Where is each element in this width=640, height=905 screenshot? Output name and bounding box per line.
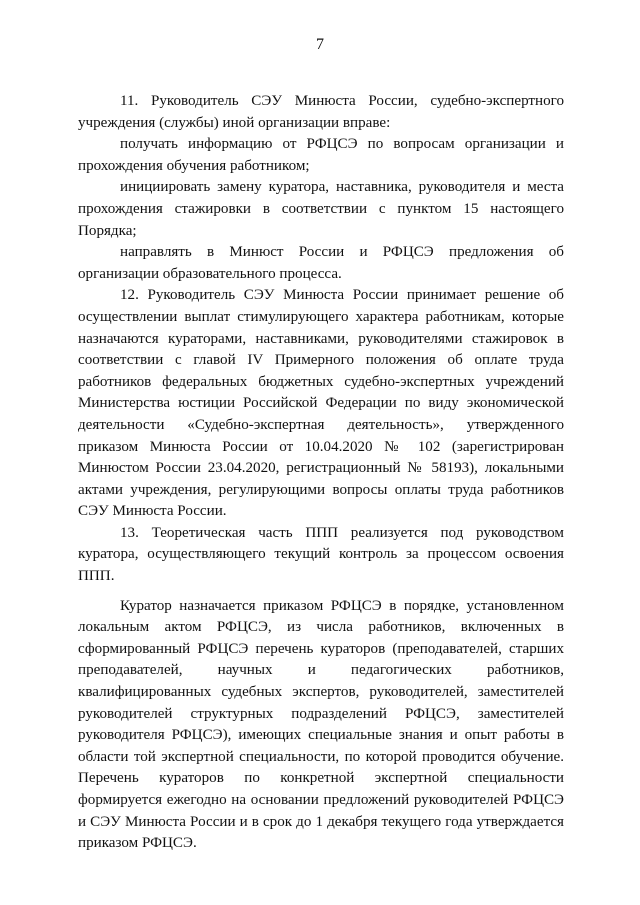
paragraph-11: 11. Руководитель СЭУ Минюста России, судебно-экспертного учреждения (службы) иной организации вправе: [78, 93, 564, 131]
paragraph-12: 12. Руководитель СЭУ Минюста России принимает решение об осуществлении выплат стимулирующего характера работникам, которые назначаются кураторами, наставниками, руководителями стажировок в соответствии с главой IV Примерного положения об оплате труда работников федеральных бюджетных судебно-экспертных учреждений Министерства юстиции Российской Федерации по виду экономической деятельности «Судебно-экспертная деятельность», утвержденного приказом Минюста России от 10.04.2020 № 102 (зарегистрирован Минюстом России 23.04.2020, регистрационный № 58193), локальными актами учреждения, регулирующими вопросы оплаты труда работников СЭУ Минюста России. [78, 287, 564, 520]
paragraph-11-item-2: инициировать замену куратора, наставника, руководителя и места прохождения стажировки в соответствии с пунктом 15 настоящего Порядка; [78, 179, 564, 239]
paragraph-spacer [78, 588, 564, 596]
page-number: 7 [316, 36, 324, 53]
document-body [78, 91, 564, 855]
paragraph-11-item-3: направлять в Минюст России и РФЦСЭ предложения об организации образовательного процесса. [78, 244, 564, 282]
paragraph-13-curator: Куратор назначается приказом РФЦСЭ в порядке, установленном локальным актом РФЦСЭ, из числа работников, включенных в сформированный РФЦСЭ перечень кураторов (преподавателей, старших преподавателей, научных и педагогических работников, квалифицированных судебных экспертов, руководителей, заместителей руководителей структурных подразделений РФЦСЭ, заместителей руководителя РФЦСЭ), имеющих специальные знания и опыт работы в области той экспертной специальности, по которой проводится обучение. Перечень кураторов по конкретной экспертной специальности формируется ежегодно на основании предложений руководителей РФЦСЭ и СЭУ Минюста России и в срок до 1 декабря текущего года утверждается приказом РФЦСЭ. [78, 597, 564, 852]
paragraph-11-item-1: получать информацию от РФЦСЭ по вопросам организации и прохождения обучения работником; [78, 136, 564, 174]
paragraph-13: 13. Теоретическая часть ППП реализуется под руководством куратора, осуществляющего текущий контроль за процессом освоения ППП. [78, 524, 564, 585]
